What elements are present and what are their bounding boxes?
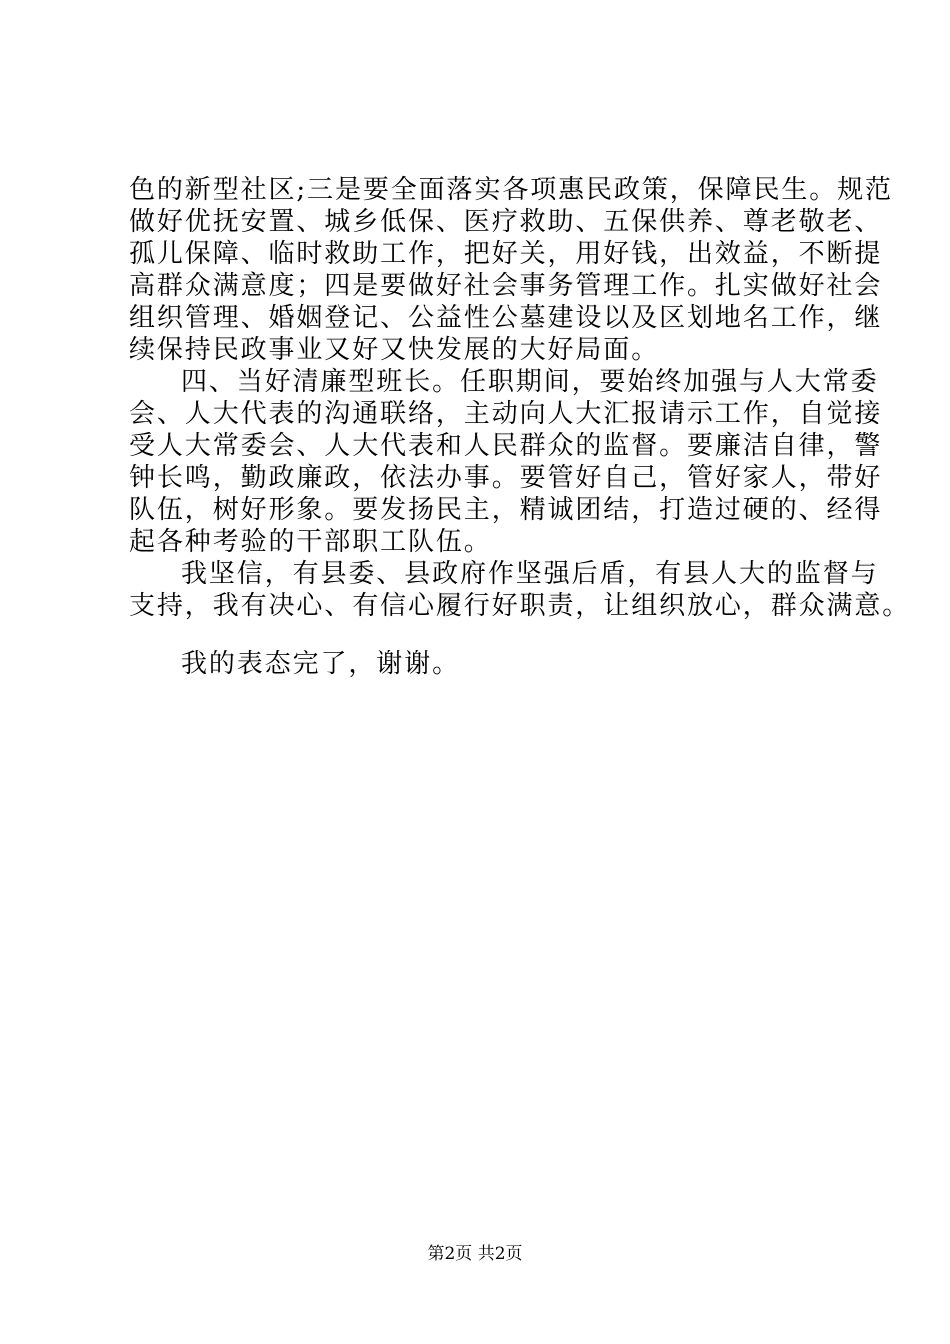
line-text: 色的新型社区;三是要全面落实各项惠民政策，保障民生。规范 <box>129 175 893 205</box>
text-line <box>0 270 950 302</box>
text-line <box>0 430 950 462</box>
line-text: 组织管理、婚姻登记、公益性公墓建设以及区划地名工作，继 <box>129 303 883 333</box>
text-line <box>0 174 950 206</box>
text-line <box>0 302 950 334</box>
text-line <box>0 648 950 680</box>
text-line <box>0 494 950 526</box>
line-text: 受人大常委会、人大代表和人民群众的监督。要廉洁自律，警 <box>129 431 883 461</box>
text-line <box>0 334 950 366</box>
line-text: 支持，我有决心、有信心履行好职责，让组织放心，群众满意。 <box>129 591 911 621</box>
text-line <box>0 462 950 494</box>
line-text: 起各种考验的干部职工队伍。 <box>129 527 492 557</box>
line-text: 做好优抚安置、城乡低保、医疗救助、五保供养、尊老敬老、 <box>129 207 883 237</box>
line-text: 高群众满意度；四是要做好社会事务管理工作。扎实做好社会 <box>129 271 883 301</box>
text-line <box>0 238 950 270</box>
line-text: 我的表态完了，谢谢。 <box>181 649 461 679</box>
text-line <box>0 366 950 398</box>
page-number-footer: 第2页 共2页 <box>427 1244 523 1264</box>
text-line <box>0 398 950 430</box>
line-text: 钟长鸣，勤政廉政，依法办事。要管好自己，管好家人，带好 <box>129 463 883 493</box>
line-text: 会、人大代表的沟通联络，主动向人大汇报请示工作，自觉接 <box>129 399 883 429</box>
line-text: 队伍，树好形象。要发扬民主，精诚团结，打造过硬的、经得 <box>129 495 883 525</box>
text-line <box>0 590 950 622</box>
line-text: 四、当好清廉型班长。任职期间，要始终加强与人大常委 <box>181 367 879 397</box>
line-text: 续保持民政事业又好又快发展的大好局面。 <box>129 335 660 365</box>
text-line <box>0 526 950 558</box>
line-text: 我坚信，有县委、县政府作坚强后盾，有县人大的监督与 <box>181 559 879 589</box>
text-line <box>0 206 950 238</box>
text-line <box>0 558 950 590</box>
line-text: 孤儿保障、临时救助工作，把好关，用好钱，出效益，不断提 <box>129 239 883 269</box>
